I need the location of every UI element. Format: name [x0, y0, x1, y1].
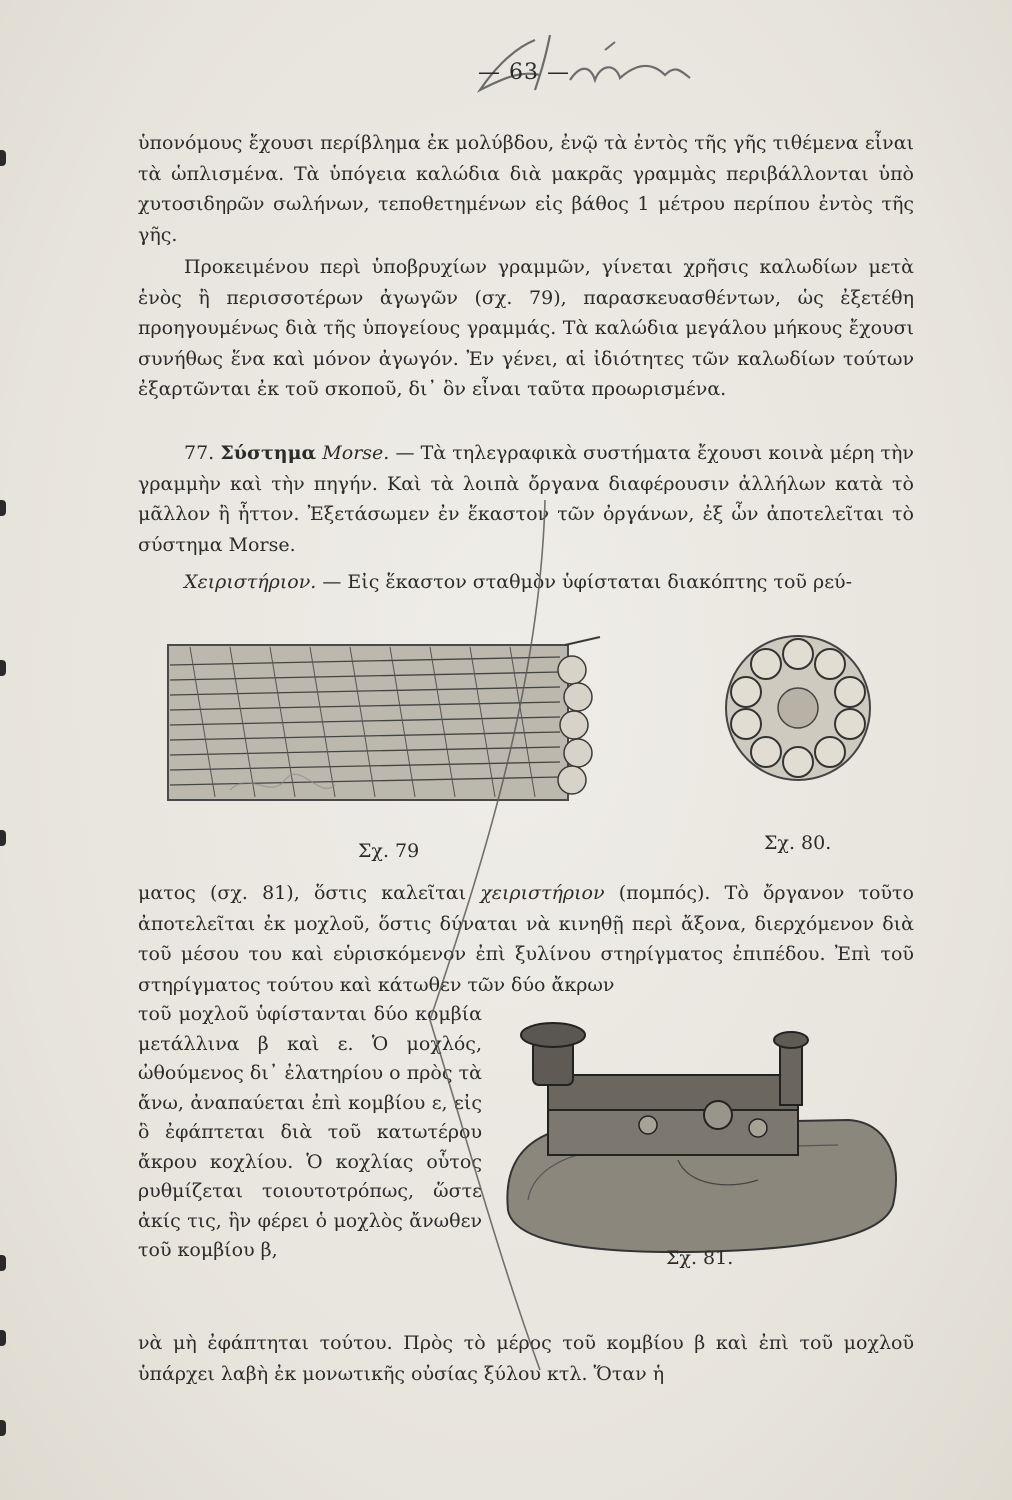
page-number: — 63 —	[478, 60, 570, 85]
paragraph-cables-underground: ὑπονόμους ἔχουσι περίβλημα ἐκ μολύβδου, ἐνῷ τὰ ἐντὸς τῆς γῆς τιθέμενα εἶναι τὰ ὡπλισμένα. Τὰ ὑπόγεια καλώδια διὰ μακρᾶς γραμμὰς περιβάλλονται ὑπὸ χυτοσιδηρῶν σωλήνων, τεποθετημένων εἰς βάθος 1 μέτρου περίπου ἐντὸς τῆς γῆς.	[138, 132, 914, 246]
figure-80-caption: Σχ. 80.	[764, 832, 832, 854]
paragraph-key-handle: νὰ μὴ ἐφάπτηται τούτου. Πρὸς τὸ μέρος τοῦ κομβίου β καὶ ἐπὶ τοῦ μοχλοῦ ὑπάρχει λαβὴ ἐκ μονωτικῆς οὐσίας ξύλου κτλ. Ὅταν ἡ	[138, 1332, 914, 1385]
figure-81-caption: Σχ. 81.	[666, 1247, 734, 1269]
paragraph-text: ματος (σχ. 81), ὅστις καλεῖται	[138, 882, 467, 904]
section-title-italic: Morse.	[322, 442, 390, 464]
key-term: χειριστήριον	[480, 882, 605, 904]
paragraph-text: — Τὰ τηλεγραφικὰ συστήματα ἔχουσι κοινὰ μέρη τὴν γραμμὴν καὶ τὴν πηγήν. Καὶ τὰ λοιπὰ ὄργανα διαφέρουσιν ἀλλήλων κατὰ τὸ μᾶλλον ἢ ἧττον. Ἐξετάσωμεν ἐν ἕκαστον τῶν ὀργάνων, ἐξ ὧν ἀποτελεῖται τὸ σύστημα Morse.	[138, 442, 914, 556]
figure-79-caption: Σχ. 79	[358, 840, 420, 862]
paragraph-key-mechanism: τοῦ μοχλοῦ ὑφίστανται δύο κομβία μετάλλινα β καὶ ε. Ὁ μοχλός, ὠθούμενος δι᾽ ἐλατηρίου ο πρὸς τὰ ἄνω, ἀναπαύεται ἐπὶ κομβίου ε, εἰς ὃ ἐφάπτεται διὰ τοῦ κατωτέρου ἄκρου κοχλίου. Ὁ κοχλίας οὗτος ρυθμίζεται τοιουτοτρόπως, ὥστε ἀκίς τις, ἣν φέρει ὁ μοχλὸς ἄνωθεν τοῦ κομβίου β,	[138, 1003, 482, 1261]
paragraph-text: (πομπός). Τὸ ὄργανον τοῦτο ἀποτελεῖται ἐκ μοχλοῦ, ὅστις δύναται νὰ κινηθῇ περὶ ἄξονα, διερχόμενον διὰ τοῦ μέσου του καὶ εὑρισκόμενον ἐπὶ ξυλίνου στηρίγματος ἐπιπέδου. Ἐπὶ τοῦ στηρίγματος τούτου καὶ κάτωθεν τῶν δύο ἄκρων	[138, 882, 914, 996]
section-title: Σύστημα	[220, 442, 317, 464]
subheading-key: Χειριστήριον.	[184, 571, 317, 593]
paragraph-text: — Εἰς ἕκαστον σταθμὸν ὑφίσταται διακόπτης τοῦ ρεύ-	[322, 571, 853, 593]
section-number: 77.	[184, 442, 215, 464]
handwritten-text: Μιών	[440, 20, 443, 21]
paragraph-submarine-lines: Προκειμένου περὶ ὑποβρυχίων γραμμῶν, γίνεται χρῆσις καλωδίων μετὰ ἑνὸς ἢ περισσοτέρων ἀγωγῶν (σχ. 79), παρασκευασθέντων, ὡς ἐξετέθη προηγουμένως διὰ τῆς ὑπογείους γραμμάς. Τὰ καλώδια μεγάλου μήκους ἔχουσι συνήθως ἕνα καὶ μόνον ἀγωγόν. Ἐν γένει, αἱ ἰδιότητες τῶν καλωδίων τούτων ἐξαρτῶνται ἐκ τοῦ σκοποῦ, δι᾽ ὃν εἶναι ταῦτα προωρισμένα.	[138, 256, 914, 400]
